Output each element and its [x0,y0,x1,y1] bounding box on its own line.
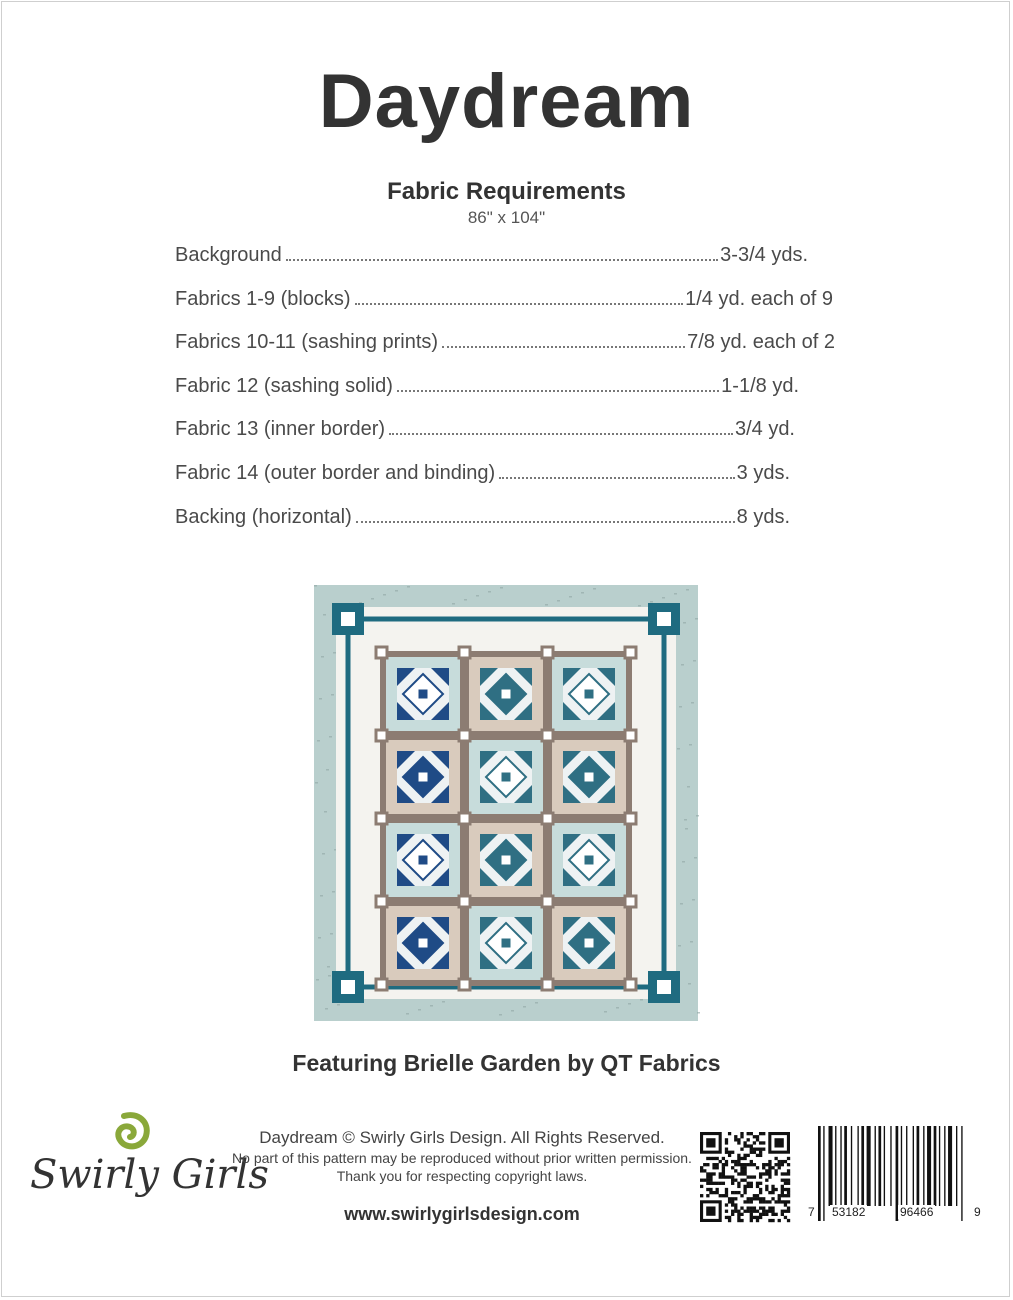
requirement-amount: 3-3/4 yds. [720,244,808,266]
requirement-row [175,331,835,375]
requirements-heading: Fabric Requirements [387,178,626,205]
qr-code[interactable] [700,1132,790,1222]
permission-line: No part of this pattern may be reproduced without prior written permission. [232,1150,692,1166]
quilt-block [546,817,632,903]
requirement-amount: 1-1/8 yd. [721,374,799,397]
thanks-line: Thank you for respecting copyright laws. [336,1168,588,1184]
requirement-amount: 3 yds. [736,461,790,484]
barcode-digits-left: 53182 [832,1205,866,1219]
requirement-row [175,462,790,506]
copyright-line: Daydream © Swirly Girls Design. All Rights Reserved. [259,1128,665,1147]
dot-leader [499,477,734,479]
quilt-block [546,734,632,820]
corner-block [332,971,364,1003]
dot-leader [389,433,733,435]
barcode-digits-right: 96466 [900,1205,934,1219]
barcode-digit-lead: 7 [808,1205,815,1219]
barcode-digits [806,1205,986,1223]
corner-block [648,603,680,635]
requirement-label: Fabric 13 (inner border) [175,418,386,441]
requirement-label: Fabrics 1-9 (blocks) [175,287,351,310]
requirement-row [175,288,833,332]
requirement-label: Fabrics 10-11 (sashing prints) [175,331,439,354]
requirement-label: Fabric 12 (sashing solid) [175,374,393,397]
quilt-block [380,900,466,986]
quilt-block [380,651,466,737]
quilt-illustration [314,585,698,1021]
requirement-amount: 7/8 yd. each of 2 [687,331,835,354]
quilt-block [463,817,549,903]
logo-text: Swirly Girls [30,1152,269,1198]
requirement-amount: 8 yds. [736,505,790,528]
requirement-row [175,418,795,462]
requirement-row [175,244,808,288]
copyright-block [230,1128,694,1184]
quilt-block [380,734,466,820]
dot-leader [397,390,719,392]
dot-leader [442,346,685,348]
quilt-size: 86" x 104" [467,208,546,227]
requirement-label: Backing (horizontal) [175,505,352,528]
page-title: Daydream [318,59,695,144]
qr-code-icon [700,1132,790,1222]
swirly-girls-logo [28,1108,269,1248]
requirement-row [175,506,790,550]
quilt-block [463,734,549,820]
quilt-block [463,651,549,737]
requirements-list [175,244,855,549]
barcode-digit-check: 9 [974,1205,981,1219]
swirl-logo-icon [28,1108,269,1248]
dot-leader [286,259,718,261]
quilt-block [546,900,632,986]
corner-block [648,971,680,1003]
quilt-block [546,651,632,737]
quilt-block [380,817,466,903]
requirement-amount: 3/4 yd. [734,418,795,441]
dot-leader [355,303,684,305]
requirement-label: Fabric 14 (outer border and binding) [175,461,496,484]
website-link[interactable]: www.swirlygirlsdesign.com [344,1204,580,1224]
featuring-caption: Featuring Brielle Garden by QT Fabrics [292,1050,721,1076]
requirement-amount: 1/4 yd. each of 9 [685,287,833,310]
dot-leader [356,521,735,523]
requirement-label: Background [175,244,282,266]
quilt-image [314,585,698,1021]
quilt-block [463,900,549,986]
corner-block [332,603,364,635]
requirement-row [175,375,799,419]
